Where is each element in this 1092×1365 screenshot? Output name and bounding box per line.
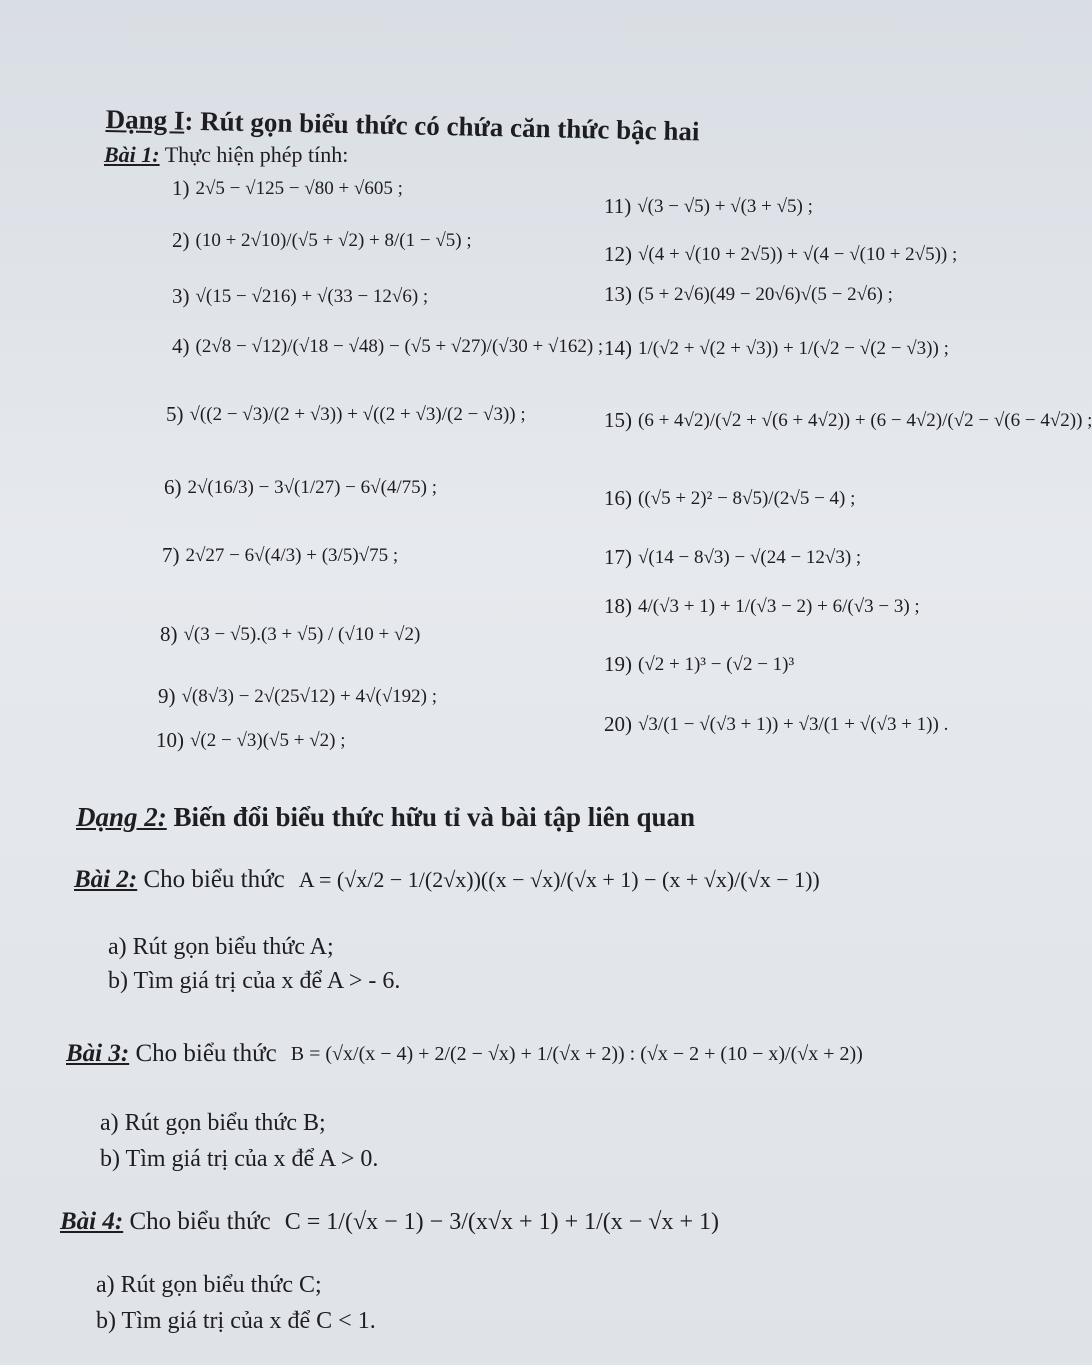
problem-18: 18) 4/(√3 + 1) + 1/(√3 − 2) + 6/(√3 − 3) ;	[604, 594, 920, 618]
problem-3: 3) √(15 − √216) + √(33 − 12√6) ;	[172, 284, 429, 308]
problem-19: 19) (√2 + 1)³ − (√2 − 1)³	[604, 652, 795, 676]
exercise-4-label: Bài 4:	[60, 1208, 124, 1235]
exercise-3	[66, 1040, 863, 1068]
section-2-prefix: Dạng 2:	[76, 802, 167, 832]
problem-4: 4) (2√8 − √12)/(√18 − √48) − (√5 + √27)/(√30 + √162) ;	[172, 334, 604, 358]
exercise-2-part-b: b) Tìm giá trị của x để A > - 6.	[108, 968, 401, 994]
exercise-2-text: Cho biểu thức	[143, 866, 285, 893]
exercise-2-label: Bài 2:	[74, 866, 138, 893]
section-1-prefix: Dạng I	[105, 104, 185, 136]
problem-9: 9) √(8√3) − 2√(25√12) + 4√(√192) ;	[158, 684, 437, 708]
exercise-3-part-b: b) Tìm giá trị của x để A > 0.	[100, 1146, 379, 1172]
exercise-4	[60, 1208, 719, 1236]
section-2-heading: Biến đổi biểu thức hữu tỉ và bài tập liên quan	[166, 802, 696, 832]
exercise-1-header	[104, 142, 348, 168]
problem-20: 20) √3/(1 − √(√3 + 1)) + √3/(1 + √(√3 + 1)) .	[604, 712, 949, 736]
problem-14: 14) 1/(√2 + √(2 + √3)) + 1/(√2 − √(2 − √3)) ;	[604, 336, 949, 360]
problem-10: 10) √(2 − √3)(√5 + √2) ;	[156, 728, 346, 752]
problem-12: 12) √(4 + √(10 + 2√5)) + √(4 − √(10 + 2√5)) ;	[604, 242, 958, 266]
problem-16: 16) ((√5 + 2)² − 8√5)/(2√5 − 4) ;	[604, 486, 856, 510]
problem-17: 17) √(14 − 8√3) − √(24 − 12√3) ;	[604, 545, 862, 569]
section-1-title	[105, 104, 699, 147]
exercise-2-formula: A = (√x/2 − 1/(2√x))((x − √x)/(√x + 1) − (x + √x)/(√x − 1))	[298, 867, 820, 892]
exercise-3-formula: B = (√x/(x − 4) + 2/(2 − √x) + 1/(√x + 2)) : (√x − 2 + (10 − x)/(√x + 2))	[290, 1042, 863, 1065]
exercise-1-label: Bài 1:	[104, 142, 160, 167]
problem-1: 1) 2√5 − √125 − √80 + √605 ;	[172, 176, 403, 200]
exercise-4-formula: C = 1/(√x − 1) − 3/(x√x + 1) + 1/(x − √x + 1)	[284, 1208, 719, 1235]
exercise-1-instruction: Thực hiện phép tính:	[164, 142, 349, 167]
exercise-3-text: Cho biểu thức	[135, 1040, 277, 1067]
problem-5: 5) √((2 − √3)/(2 + √3)) + √((2 + √3)/(2 − √3)) ;	[166, 402, 526, 426]
problem-13: 13) (5 + 2√6)(49 − 20√6)√(5 − 2√6) ;	[604, 282, 893, 306]
problem-8: 8) √(3 − √5).(3 + √5) / (√10 + √2)	[160, 622, 421, 646]
problem-6: 6) 2√(16/3) − 3√(1/27) − 6√(4/75) ;	[164, 475, 438, 499]
problem-11: 11) √(3 − √5) + √(3 + √5) ;	[604, 194, 813, 218]
problem-7: 7) 2√27 − 6√(4/3) + (3/5)√75 ;	[162, 543, 399, 567]
section-1-heading: : Rút gọn biểu thức có chứa căn thức bậc hai	[184, 105, 700, 147]
exercise-3-part-a: a) Rút gọn biểu thức B;	[100, 1110, 326, 1136]
section-2-title	[76, 802, 695, 833]
exercise-4-part-a: a) Rút gọn biểu thức C;	[96, 1272, 322, 1298]
exercise-3-label: Bài 3:	[66, 1040, 130, 1067]
exercise-4-part-b: b) Tìm giá trị của x để C < 1.	[96, 1308, 376, 1334]
exercise-2	[74, 866, 820, 894]
exercise-2-part-a: a) Rút gọn biểu thức A;	[108, 934, 334, 960]
problem-15: 15) (6 + 4√2)/(√2 + √(6 + 4√2)) + (6 − 4√2)/(√2 − √(6 − 4√2)) ;	[604, 408, 1092, 432]
problem-2: 2) (10 + 2√10)/(√5 + √2) + 8/(1 − √5) ;	[172, 228, 472, 252]
exercise-4-text: Cho biểu thức	[129, 1208, 271, 1235]
